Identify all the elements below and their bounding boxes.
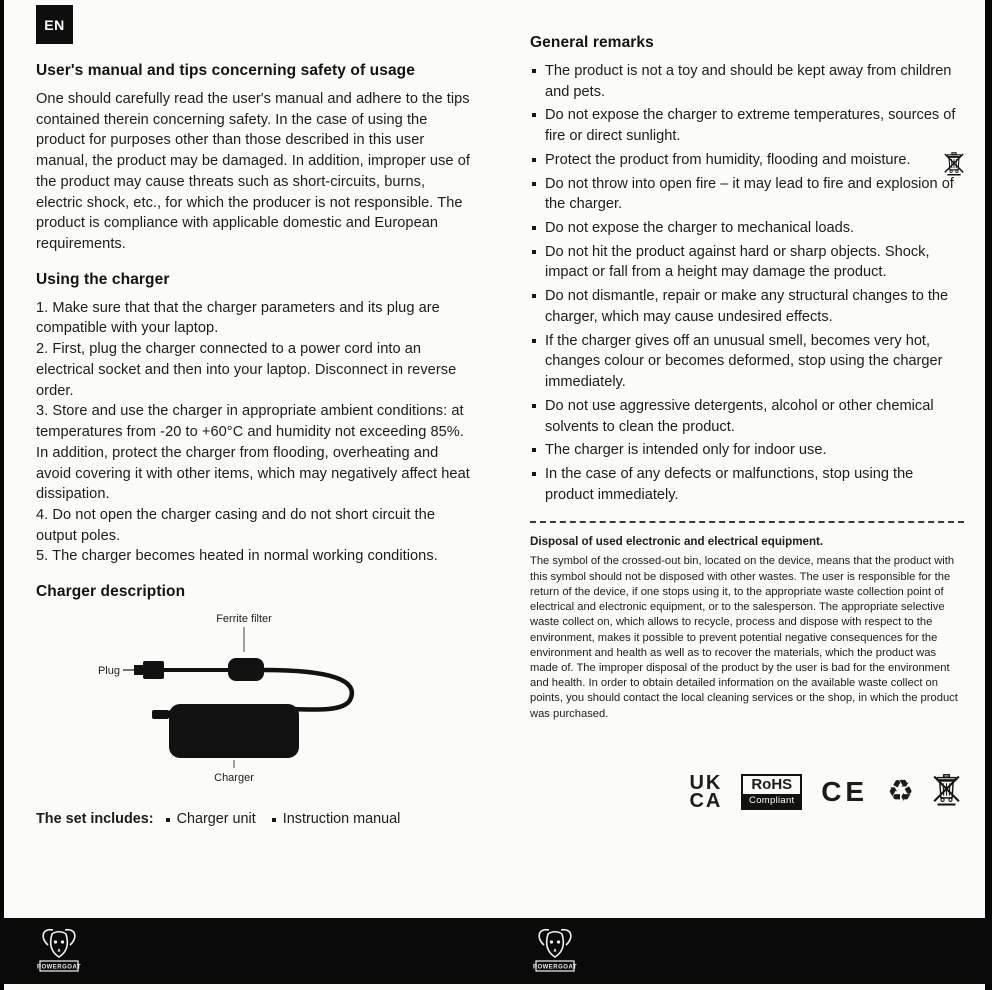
plug-body-shape — [143, 661, 164, 679]
using-step: 2. First, plug the charger connected to a power cord into an electrical socket and then into your laptop. Disconnect in reverse order. — [36, 341, 457, 399]
charger-diagram — [80, 610, 472, 791]
charger-diagram-illustration — [80, 610, 410, 786]
dashed-divider — [530, 521, 964, 523]
remark-text: The product is not a toy and should be kept away from children and pets. — [545, 63, 952, 100]
right-column — [530, 34, 964, 811]
footer-brand-bar — [0, 918, 992, 984]
recycling-symbol-icon: ♻ — [887, 775, 914, 809]
using-step: 1. Make sure that that the charger parameters and its plug are compatible with your laptop. — [36, 299, 440, 337]
disposal-paragraph: The symbol of the crossed-out bin, located on the device, means that the product with this symbol should not be disposed with other wastes. The user is responsible for the return of the device, if one stops using it, to the appropriate waste collection point of electrical and electronic equipment, or to the salesperson. The appropriate selective waste collect on, which allows to recycle, process and dispose with respect to the environment, makes it possible to prevent potential negative consequences for the environment and health as well as to recover the materials, which the product was made of. The improper disposal of the product by the user is bad for the environment and health. In order to obtain detailed information on the available waste collect on points, you should contact the local cleaning services or the shop, in which the product was purchased. — [530, 555, 958, 720]
ukca-bottom-label: CA — [689, 790, 723, 813]
remark-text: Protect the product from humidity, flooding and moisture. — [545, 151, 911, 168]
scan-edge-right — [985, 0, 992, 990]
remark-item — [530, 331, 964, 393]
section-charger-description — [36, 583, 472, 791]
remark-text: Do not expose the charger to mechanical loads. — [545, 220, 855, 237]
remark-text: Do not hit the product against hard or sharp objects. Shock, impact or fall from a height may damage the product. — [545, 243, 930, 281]
remark-item — [530, 242, 964, 283]
set-includes-line — [36, 811, 472, 827]
ce-mark: CE — [821, 776, 869, 808]
description-heading: Charger description — [36, 583, 186, 601]
remark-item — [530, 61, 964, 102]
powergoat-logo — [34, 923, 84, 984]
plug-tip-shape — [134, 665, 143, 675]
ukca-mark — [689, 774, 722, 811]
powergoat-logo — [530, 923, 580, 984]
general-remarks-heading: General remarks — [530, 34, 654, 51]
remark-item — [530, 396, 964, 437]
set-includes-item: Instruction manual — [270, 811, 401, 827]
rohs-title: RoHS — [751, 776, 793, 794]
section-using-charger — [36, 271, 472, 567]
certification-marks-row — [530, 774, 964, 811]
ferrite-filter-shape — [228, 658, 264, 681]
plug-label: Plug — [97, 665, 120, 678]
ukca-top-label: UK — [689, 772, 723, 795]
charger-input-stub-shape — [152, 710, 169, 719]
language-badge-label: EN — [44, 16, 65, 33]
scan-edge-left — [0, 0, 4, 990]
powergoat-logo-text: POWERGOAT — [36, 964, 82, 971]
charger-brick-shape — [169, 704, 299, 758]
remark-text: If the charger gives off an unusual smell, becomes very hot, changes colour or becomes deformed, stop using the charger immediately. — [545, 332, 943, 391]
remark-item — [530, 150, 964, 171]
remark-text: In the case of any defects or malfunctions, stop using the product immediately. — [545, 465, 914, 503]
remark-text: The charger is intended only for indoor use. — [545, 442, 827, 459]
safety-heading: User's manual and tips concerning safety of usage — [36, 62, 415, 79]
general-remarks-list — [530, 61, 964, 505]
remark-item — [530, 218, 964, 239]
remark-text: Do not throw into open fire – it may lead to fire and explosion of the charger. — [545, 175, 954, 213]
rohs-mark — [741, 774, 802, 810]
remark-item — [530, 464, 964, 505]
remark-item — [530, 286, 964, 327]
using-step: 4. Do not open the charger casing and do not short circuit the output poles. — [36, 506, 435, 544]
set-includes-label: The set includes: — [36, 811, 154, 828]
remark-item — [530, 105, 964, 146]
rohs-subtitle: Compliant — [743, 794, 800, 808]
ferrite-filter-label: Ferrite filter — [216, 613, 272, 626]
remark-item — [530, 440, 964, 461]
using-step: 3. Store and use the charger in appropriate ambient conditions: at temperatures from -20 to +60°C and humidity not exceeding 85%. In addition, protect the charger from flooding, overheating and avoid covering it with other items, which may negatively affect heat dissipation. — [36, 403, 470, 503]
charger-label: Charger — [214, 772, 254, 785]
left-column — [36, 62, 472, 827]
disposal-heading: Disposal of used electronic and electrical equipment. — [530, 535, 824, 549]
remark-text: Do not use aggressive detergents, alcohol or other chemical solvents to clean the product. — [545, 397, 934, 435]
section-safety — [36, 62, 472, 255]
set-includes-item: Charger unit — [164, 811, 256, 827]
remark-item — [530, 174, 964, 215]
language-badge — [36, 5, 73, 44]
powergoat-logo-text: POWERGOAT — [532, 964, 578, 971]
remark-text: Do not dismantle, repair or make any structural changes to the charger, which may cause undesired effects. — [545, 288, 949, 325]
crossed-out-bin-icon — [933, 774, 960, 811]
safety-paragraph: One should carefully read the user's manual and adhere to the tips contained therein concerning safety. In the case of using the product for purposes other than those described in this user manual, the product may be damaged. In addition, improper use of the product may cause threats such as short-circuits, burns, electric shock, etc., for which the producer is not responsible. The product is compliance with applicable domestic and European requirements. — [36, 91, 470, 253]
remark-text: Do not expose the charger to extreme temperatures, sources of fire or direct sunlight. — [545, 107, 956, 145]
using-heading: Using the charger — [36, 270, 170, 288]
using-step: 5. The charger becomes heated in normal working conditions. — [36, 548, 438, 565]
